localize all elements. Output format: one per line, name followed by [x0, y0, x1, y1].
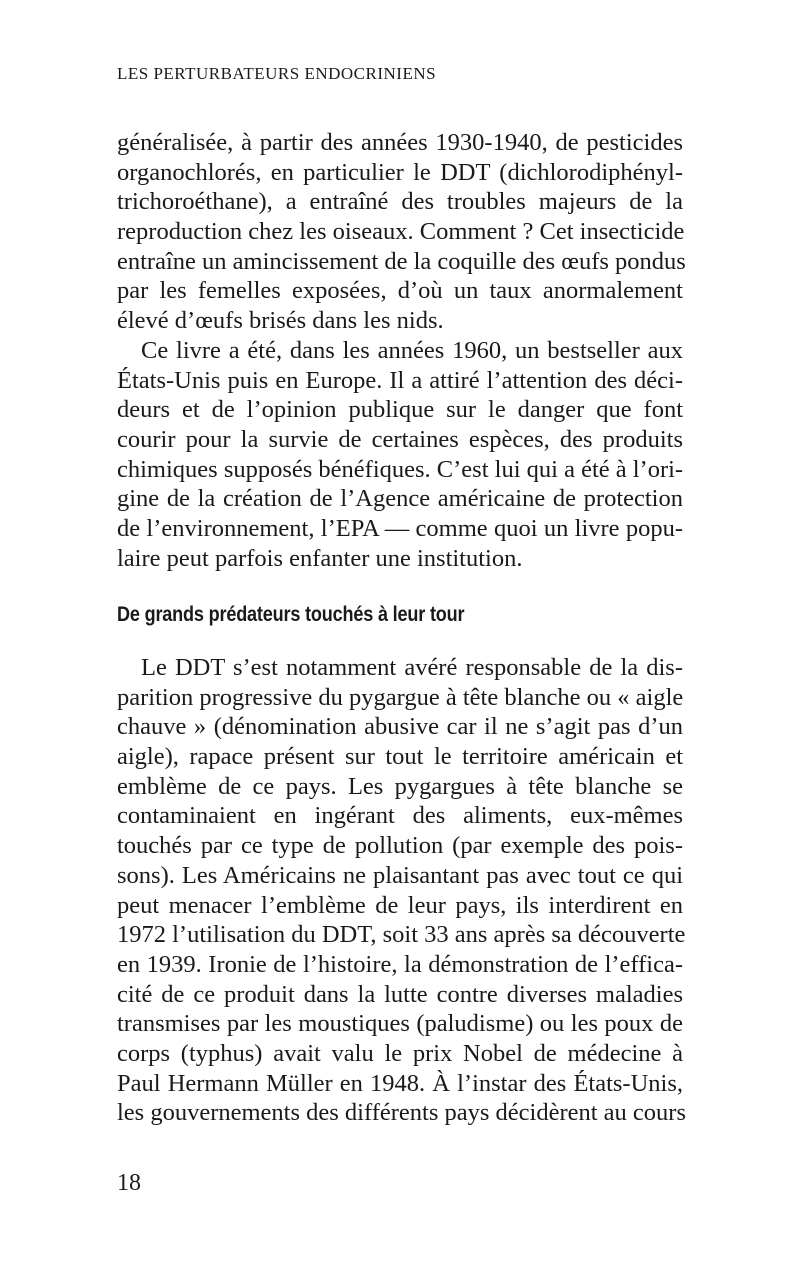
- section-heading: De grands prédateurs touchés à leur tour: [117, 603, 465, 626]
- text-line: deurs et de l’opinion publique sur le danger que font: [117, 396, 683, 424]
- text-line: États-Unis puis en Europe. Il a attiré l’attention des déci-: [117, 366, 683, 394]
- text-line: organochlorés, en particulier le DDT (dichlorodiphényl-: [117, 158, 683, 186]
- text-line: en 1939. Ironie de l’histoire, la démonstration de l’effica-: [117, 950, 683, 978]
- text-line: transmises par les moustiques (paludisme) ou les poux de: [117, 1010, 683, 1038]
- text-line: chimiques supposés bénéfiques. C’est lui qui a été à l’ori-: [117, 455, 684, 483]
- text-line: courir pour la survie de certaines espèces, des produits: [117, 426, 683, 454]
- text-line: gine de la création de l’Agence américaine de protection: [117, 485, 683, 513]
- text-line: de l’environnement, l’EPA — comme quoi un livre popu-: [117, 515, 683, 543]
- text-line: Le DDT s’est notamment avéré responsable de la dis-: [141, 654, 683, 681]
- text-line: entraîne un amincissement de la coquille des œufs pondus: [117, 247, 686, 275]
- text-line: Paul Hermann Müller en 1948. À l’instar des États-Unis,: [117, 1069, 683, 1097]
- text-line: 1972 l’utilisation du DDT, soit 33 ans après sa découverte: [117, 921, 686, 949]
- text-line: touchés par ce type de pollution (par exemple des pois-: [117, 832, 683, 860]
- text-line: chauve » (dénomination abusive car il ne s’agit pas d’un: [117, 713, 683, 741]
- text-line: sons). Les Américains ne plaisantant pas avec tout ce qui: [117, 861, 683, 889]
- text-line: généralisée, à partir des années 1930-1940, de pesticides: [117, 129, 683, 156]
- text-line: les gouvernements des différents pays décidèrent au cours: [117, 1099, 686, 1127]
- text-line: laire peut parfois enfanter une institution.: [117, 544, 523, 572]
- text-line: Ce livre a été, dans les années 1960, un bestseller aux: [141, 337, 683, 364]
- paragraph-2: [117, 336, 683, 574]
- running-head: LES PERTURBATEURS ENDOCRINIENS: [117, 64, 437, 83]
- text-line: cité de ce produit dans la lutte contre diverses maladies: [117, 980, 683, 1008]
- paragraph-1: [117, 128, 686, 336]
- text-line: peut menacer l’emblème de leur pays, ils interdirent en: [117, 891, 683, 919]
- page-number: 18: [117, 1170, 141, 1196]
- text-line: trichoroéthane), a entraîné des troubles majeurs de la: [117, 188, 683, 216]
- text-line: par les femelles exposées, d’où un taux anormalement: [117, 277, 683, 305]
- text-line: reproduction chez les oiseaux. Comment ? Cet insecticide: [117, 218, 685, 246]
- text-line: parition progressive du pygargue à tête blanche ou « aigle: [117, 683, 684, 711]
- text-line: corps (typhus) avait valu le prix Nobel de médecine à: [117, 1039, 683, 1067]
- text-line: contaminaient en ingérant des aliments, eux-mêmes: [117, 802, 683, 830]
- text-line: élevé d’œufs brisés dans les nids.: [117, 307, 444, 335]
- text-line: aigle), rapace présent sur tout le territoire américain et: [117, 743, 683, 771]
- paragraph-3: [117, 653, 686, 1128]
- text-line: emblème de ce pays. Les pygargues à tête blanche se: [117, 772, 683, 800]
